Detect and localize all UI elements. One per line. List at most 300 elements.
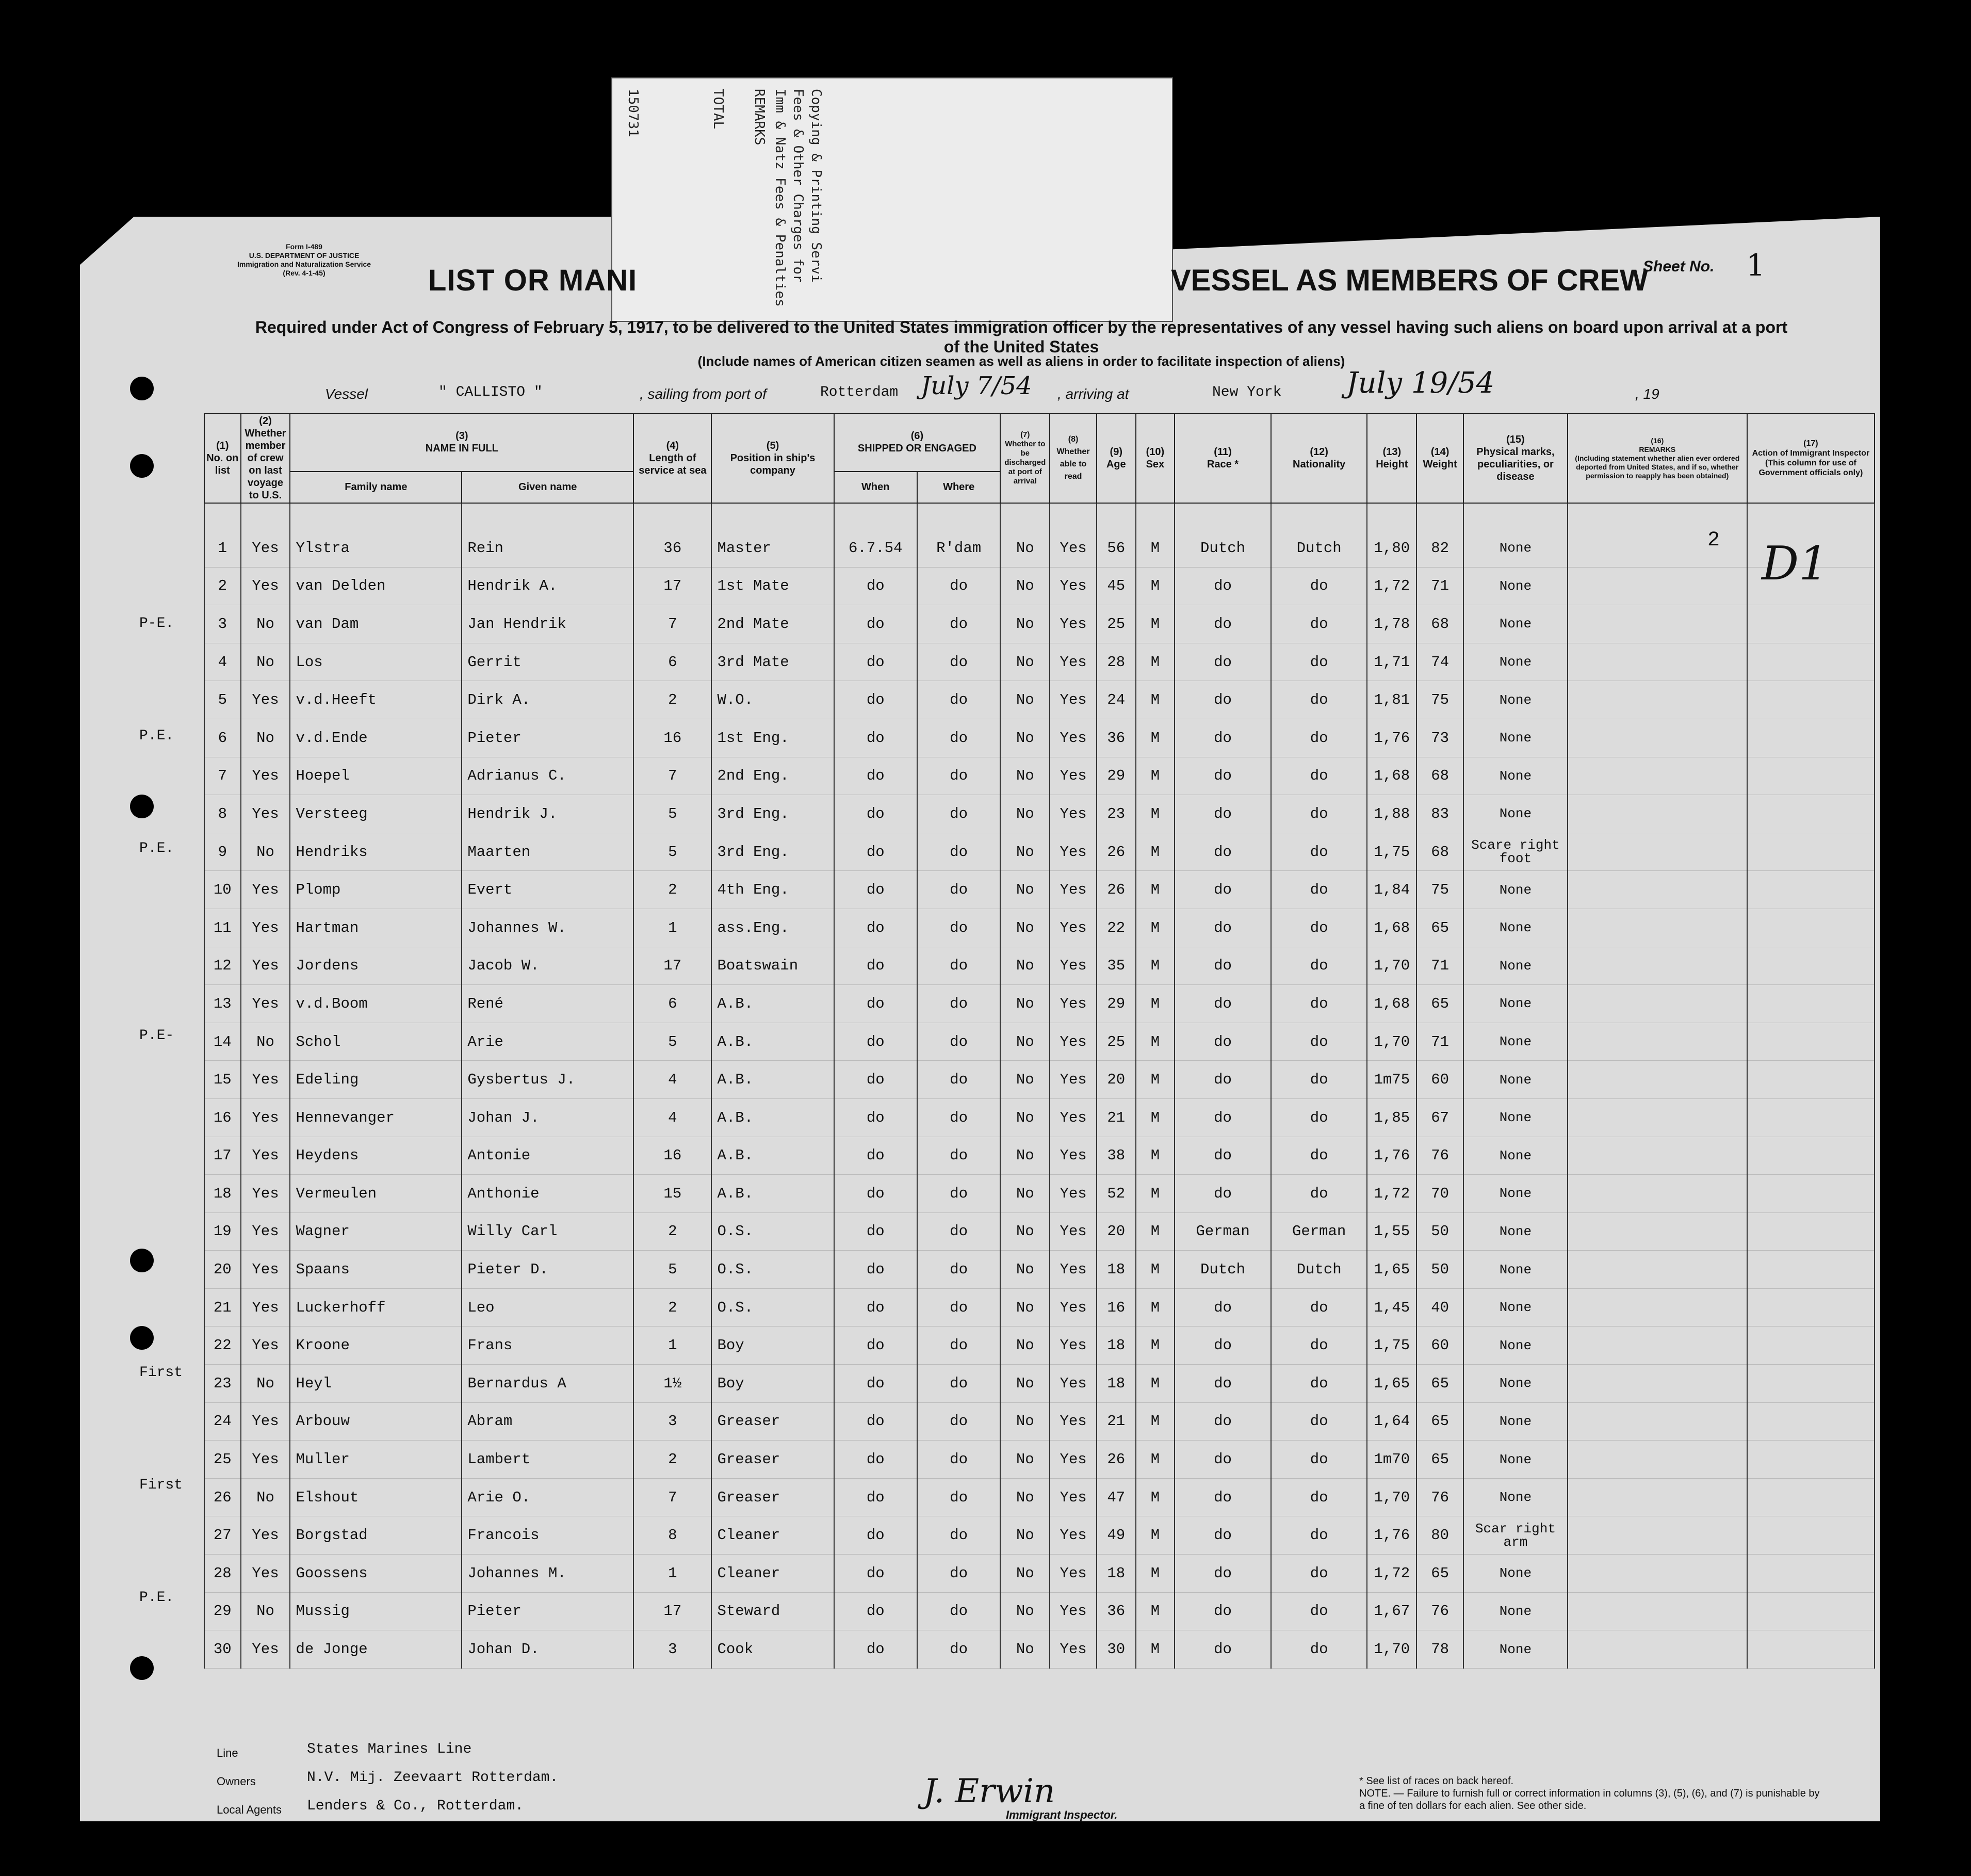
action-cell xyxy=(1747,909,1875,947)
position-cell: 2nd Mate xyxy=(711,605,834,643)
weight-cell: 68 xyxy=(1416,757,1463,795)
row-number-cell: 13 xyxy=(204,985,241,1023)
given-name-cell: René xyxy=(462,985,633,1023)
shipped-where-cell: do xyxy=(917,833,1000,871)
family-name-cell: Goossens xyxy=(290,1555,462,1593)
nationality-cell: do xyxy=(1271,1441,1367,1479)
action-cell xyxy=(1747,1061,1875,1099)
nationality-cell: do xyxy=(1271,795,1367,833)
sex-cell: M xyxy=(1136,757,1175,795)
row-number-cell: 11 xyxy=(204,909,241,947)
remarks-cell xyxy=(1568,681,1747,719)
discharged-cell: No xyxy=(1000,947,1050,985)
given-name-cell: Bernardus A xyxy=(462,1365,633,1403)
table-row xyxy=(204,605,1875,643)
shipped-where-cell: do xyxy=(917,681,1000,719)
age-cell: 18 xyxy=(1097,1327,1136,1365)
discharged-cell: No xyxy=(1000,1137,1050,1175)
race-cell: do xyxy=(1175,871,1271,909)
race-cell: do xyxy=(1175,1441,1271,1479)
given-name-cell: Pieter D. xyxy=(462,1251,633,1289)
last-voyage-cell: Yes xyxy=(241,1212,290,1251)
given-name-cell: Adrianus C. xyxy=(462,757,633,795)
service-length-cell: 2 xyxy=(633,1288,711,1327)
slip-line-3: Copying & Printing Servi xyxy=(808,89,824,283)
line-label: Line xyxy=(217,1746,238,1759)
age-cell: 35 xyxy=(1097,947,1136,985)
punch-hole xyxy=(130,454,154,478)
race-cell: do xyxy=(1175,1098,1271,1137)
row-number-cell: 4 xyxy=(204,643,241,681)
physical-marks-cell: None xyxy=(1463,1098,1568,1137)
discharged-cell: No xyxy=(1000,1592,1050,1630)
given-name-cell: Frans xyxy=(462,1327,633,1365)
shipped-when-cell: do xyxy=(834,909,917,947)
sex-cell: M xyxy=(1136,529,1175,567)
family-name-cell: Plomp xyxy=(290,871,462,909)
year-suffix: , 19 xyxy=(1635,386,1659,402)
family-name-cell: v.d.Ende xyxy=(290,719,462,757)
action-cell xyxy=(1747,643,1875,681)
race-cell: Dutch xyxy=(1175,1251,1271,1289)
row-number-cell: 5 xyxy=(204,681,241,719)
able-to-read-cell: Yes xyxy=(1050,795,1097,833)
table-row xyxy=(204,1098,1875,1137)
punch-hole xyxy=(130,1656,154,1680)
family-name-cell: Schol xyxy=(290,1023,462,1061)
table-row xyxy=(204,871,1875,909)
shipped-where-cell: do xyxy=(917,795,1000,833)
remarks-cell xyxy=(1568,1555,1747,1593)
weight-cell: 70 xyxy=(1416,1175,1463,1213)
position-cell: 1st Eng. xyxy=(711,719,834,757)
weight-cell: 50 xyxy=(1416,1251,1463,1289)
margin-annotation: P.E- xyxy=(139,1027,174,1044)
height-cell: 1,88 xyxy=(1367,795,1416,833)
physical-marks-cell: None xyxy=(1463,1327,1568,1365)
family-name-cell: Borgstad xyxy=(290,1516,462,1555)
service-length-cell: 17 xyxy=(633,567,711,605)
physical-marks-cell: None xyxy=(1463,1555,1568,1593)
height-cell: 1,75 xyxy=(1367,1327,1416,1365)
physical-marks-cell: None xyxy=(1463,681,1568,719)
sex-cell: M xyxy=(1136,1288,1175,1327)
service-length-cell: 36 xyxy=(633,529,711,567)
inspector-mark: D1 xyxy=(1762,537,1829,591)
height-cell: 1,84 xyxy=(1367,871,1416,909)
able-to-read-cell: Yes xyxy=(1050,567,1097,605)
discharged-cell: No xyxy=(1000,643,1050,681)
physical-marks-cell: Scare right foot xyxy=(1463,833,1568,871)
physical-marks-cell: None xyxy=(1463,719,1568,757)
position-cell: A.B. xyxy=(711,1098,834,1137)
family-name-cell: Jordens xyxy=(290,947,462,985)
col-family-name: Family name xyxy=(290,472,462,503)
given-name-cell: Hendrik A. xyxy=(462,567,633,605)
family-name-cell: Spaans xyxy=(290,1251,462,1289)
action-cell xyxy=(1747,1175,1875,1213)
service-length-cell: 17 xyxy=(633,947,711,985)
remarks-cell xyxy=(1568,1023,1747,1061)
position-cell: 2nd Eng. xyxy=(711,757,834,795)
shipped-where-cell: do xyxy=(917,947,1000,985)
table-row xyxy=(204,1137,1875,1175)
remarks-cell xyxy=(1568,605,1747,643)
margin-annotation: P.E. xyxy=(139,840,174,856)
race-cell: do xyxy=(1175,1023,1271,1061)
race-cell: do xyxy=(1175,1327,1271,1365)
shipped-where-cell: do xyxy=(917,1441,1000,1479)
action-cell xyxy=(1747,1555,1875,1593)
height-cell: 1,68 xyxy=(1367,985,1416,1023)
remarks-cell xyxy=(1568,643,1747,681)
family-name-cell: Arbouw xyxy=(290,1402,462,1441)
discharged-cell: No xyxy=(1000,871,1050,909)
age-cell: 49 xyxy=(1097,1516,1136,1555)
nationality-cell: do xyxy=(1271,757,1367,795)
sex-cell: M xyxy=(1136,1023,1175,1061)
remarks-cell xyxy=(1568,985,1747,1023)
shipped-where-cell: do xyxy=(917,1023,1000,1061)
row-number-cell: 20 xyxy=(204,1251,241,1289)
position-cell: 3rd Eng. xyxy=(711,795,834,833)
able-to-read-cell: Yes xyxy=(1050,643,1097,681)
row-number-cell: 24 xyxy=(204,1402,241,1441)
given-name-cell: Antonie xyxy=(462,1137,633,1175)
age-cell: 29 xyxy=(1097,985,1136,1023)
col-race: (11) Race * xyxy=(1175,413,1271,503)
service-length-cell: 7 xyxy=(633,605,711,643)
table-row xyxy=(204,719,1875,757)
action-cell xyxy=(1747,871,1875,909)
remarks-cell xyxy=(1568,1098,1747,1137)
remarks-cell xyxy=(1568,1630,1747,1669)
nationality-cell: do xyxy=(1271,1365,1367,1403)
table-row xyxy=(204,1478,1875,1516)
physical-marks-cell: None xyxy=(1463,795,1568,833)
to-date-handwritten: July 19/54 xyxy=(1346,366,1495,400)
height-cell: 1,81 xyxy=(1367,681,1416,719)
able-to-read-cell: Yes xyxy=(1050,871,1097,909)
discharged-cell: No xyxy=(1000,1441,1050,1479)
table-row xyxy=(204,985,1875,1023)
age-cell: 28 xyxy=(1097,643,1136,681)
table-row xyxy=(204,1023,1875,1061)
age-cell: 47 xyxy=(1097,1478,1136,1516)
shipped-when-cell: do xyxy=(834,1516,917,1555)
row-number-cell: 28 xyxy=(204,1555,241,1593)
given-name-cell: Pieter xyxy=(462,719,633,757)
row-number-cell: 19 xyxy=(204,1212,241,1251)
shipped-when-cell: do xyxy=(834,1288,917,1327)
discharged-cell: No xyxy=(1000,1516,1050,1555)
physical-marks-cell: None xyxy=(1463,1175,1568,1213)
age-cell: 18 xyxy=(1097,1555,1136,1593)
owners-value: N.V. Mij. Zeevaart Rotterdam. xyxy=(307,1770,559,1786)
family-name-cell: v.d.Heeft xyxy=(290,681,462,719)
family-name-cell: Hendriks xyxy=(290,833,462,871)
position-cell: 3rd Eng. xyxy=(711,833,834,871)
service-length-cell: 3 xyxy=(633,1402,711,1441)
last-voyage-cell: Yes xyxy=(241,795,290,833)
sex-cell: M xyxy=(1136,1478,1175,1516)
shipped-where-cell: do xyxy=(917,1592,1000,1630)
position-cell: Cleaner xyxy=(711,1516,834,1555)
family-name-cell: van Dam xyxy=(290,605,462,643)
last-voyage-cell: No xyxy=(241,1365,290,1403)
age-cell: 18 xyxy=(1097,1365,1136,1403)
table-row xyxy=(204,947,1875,985)
row-number-cell: 10 xyxy=(204,871,241,909)
given-name-cell: Johan D. xyxy=(462,1630,633,1669)
physical-marks-cell: None xyxy=(1463,909,1568,947)
remarks-cell xyxy=(1568,529,1747,567)
shipped-when-cell: do xyxy=(834,681,917,719)
sex-cell: M xyxy=(1136,833,1175,871)
weight-cell: 75 xyxy=(1416,681,1463,719)
family-name-cell: van Delden xyxy=(290,567,462,605)
service-length-cell: 6 xyxy=(633,643,711,681)
physical-marks-cell: None xyxy=(1463,1212,1568,1251)
service-length-cell: 16 xyxy=(633,719,711,757)
discharged-cell: No xyxy=(1000,909,1050,947)
race-cell: do xyxy=(1175,1630,1271,1669)
last-voyage-cell: Yes xyxy=(241,1630,290,1669)
height-cell: 1,80 xyxy=(1367,529,1416,567)
nationality-cell: do xyxy=(1271,947,1367,985)
sex-cell: M xyxy=(1136,681,1175,719)
sex-cell: M xyxy=(1136,985,1175,1023)
service-length-cell: 3 xyxy=(633,1630,711,1669)
shipped-where-cell: do xyxy=(917,871,1000,909)
discharged-cell: No xyxy=(1000,1630,1050,1669)
action-cell xyxy=(1747,1402,1875,1441)
age-cell: 22 xyxy=(1097,909,1136,947)
last-voyage-cell: Yes xyxy=(241,1137,290,1175)
nationality-cell: do xyxy=(1271,1516,1367,1555)
age-cell: 20 xyxy=(1097,1212,1136,1251)
slip-total: TOTAL xyxy=(710,89,726,130)
shipped-where-cell: do xyxy=(917,1288,1000,1327)
service-length-cell: 5 xyxy=(633,1023,711,1061)
sex-cell: M xyxy=(1136,605,1175,643)
family-name-cell: v.d.Boom xyxy=(290,985,462,1023)
punch-hole xyxy=(130,377,154,400)
able-to-read-cell: Yes xyxy=(1050,985,1097,1023)
age-cell: 26 xyxy=(1097,1441,1136,1479)
discharged-cell: No xyxy=(1000,1555,1050,1593)
row-number-cell: 9 xyxy=(204,833,241,871)
shipped-when-cell: do xyxy=(834,643,917,681)
physical-marks-cell: None xyxy=(1463,529,1568,567)
family-name-cell: Muller xyxy=(290,1441,462,1479)
sex-cell: M xyxy=(1136,1098,1175,1137)
sex-cell: M xyxy=(1136,1175,1175,1213)
weight-cell: 80 xyxy=(1416,1516,1463,1555)
sex-cell: M xyxy=(1136,1061,1175,1099)
shipped-when-cell: do xyxy=(834,1441,917,1479)
col-no: (1) No. on list xyxy=(204,413,241,503)
physical-marks-cell: None xyxy=(1463,985,1568,1023)
height-cell: 1,72 xyxy=(1367,567,1416,605)
discharged-cell: No xyxy=(1000,1402,1050,1441)
col-shipped: (6) SHIPPED OR ENGAGED xyxy=(834,413,1001,472)
last-voyage-cell: No xyxy=(241,833,290,871)
able-to-read-cell: Yes xyxy=(1050,1212,1097,1251)
vessel-label: Vessel xyxy=(325,386,368,402)
sex-cell: M xyxy=(1136,719,1175,757)
age-cell: 20 xyxy=(1097,1061,1136,1099)
shipped-when-cell: do xyxy=(834,1061,917,1099)
service-length-cell: 5 xyxy=(633,795,711,833)
sheet-number: 1 xyxy=(1746,248,1765,283)
sex-cell: M xyxy=(1136,1212,1175,1251)
sex-cell: M xyxy=(1136,1402,1175,1441)
age-cell: 26 xyxy=(1097,871,1136,909)
able-to-read-cell: Yes xyxy=(1050,1630,1097,1669)
table-row xyxy=(204,1441,1875,1479)
last-voyage-cell: Yes xyxy=(241,1516,290,1555)
age-cell: 52 xyxy=(1097,1175,1136,1213)
action-cell xyxy=(1747,681,1875,719)
last-voyage-cell: Yes xyxy=(241,1441,290,1479)
discharged-cell: No xyxy=(1000,1175,1050,1213)
height-cell: 1,65 xyxy=(1367,1251,1416,1289)
last-voyage-cell: Yes xyxy=(241,1288,290,1327)
family-name-cell: Ylstra xyxy=(290,529,462,567)
row-number-cell: 14 xyxy=(204,1023,241,1061)
shipped-where-cell: do xyxy=(917,1212,1000,1251)
note-races: * See list of races on back hereof. xyxy=(1359,1775,1514,1787)
given-name-cell: Leo xyxy=(462,1288,633,1327)
height-cell: 1,70 xyxy=(1367,1023,1416,1061)
owners-label: Owners xyxy=(217,1775,256,1788)
action-cell xyxy=(1747,1288,1875,1327)
sex-cell: M xyxy=(1136,1516,1175,1555)
physical-marks-cell: None xyxy=(1463,1402,1568,1441)
sailing-label: , sailing from port of xyxy=(640,386,767,402)
table-row xyxy=(204,1327,1875,1365)
shipped-when-cell: do xyxy=(834,1478,917,1516)
shipped-where-cell: do xyxy=(917,1175,1000,1213)
row-number-cell: 30 xyxy=(204,1630,241,1669)
col-sex: (10) Sex xyxy=(1136,413,1175,503)
table-row xyxy=(204,681,1875,719)
shipped-where-cell: do xyxy=(917,909,1000,947)
col-given-name: Given name xyxy=(462,472,633,503)
age-cell: 25 xyxy=(1097,1023,1136,1061)
table-row xyxy=(204,1630,1875,1669)
nationality-cell: do xyxy=(1271,1023,1367,1061)
col-name: (3) NAME IN FULL xyxy=(290,413,633,472)
physical-marks-cell: None xyxy=(1463,567,1568,605)
position-cell: Boy xyxy=(711,1327,834,1365)
nationality-cell: do xyxy=(1271,1478,1367,1516)
table-row xyxy=(204,1061,1875,1099)
service-length-cell: 7 xyxy=(633,757,711,795)
height-cell: 1,70 xyxy=(1367,1478,1416,1516)
discharged-cell: No xyxy=(1000,1478,1050,1516)
race-cell: do xyxy=(1175,1137,1271,1175)
nationality-cell: do xyxy=(1271,567,1367,605)
able-to-read-cell: Yes xyxy=(1050,1061,1097,1099)
table-row xyxy=(204,795,1875,833)
race-cell: do xyxy=(1175,795,1271,833)
family-name-cell: Versteeg xyxy=(290,795,462,833)
shipped-when-cell: do xyxy=(834,833,917,871)
last-voyage-cell: Yes xyxy=(241,1175,290,1213)
able-to-read-cell: Yes xyxy=(1050,1478,1097,1516)
shipped-where-cell: do xyxy=(917,605,1000,643)
shipped-when-cell: do xyxy=(834,1365,917,1403)
weight-cell: 82 xyxy=(1416,529,1463,567)
shipped-where-cell: R'dam xyxy=(917,529,1000,567)
given-name-cell: Abram xyxy=(462,1402,633,1441)
nationality-cell: do xyxy=(1271,1137,1367,1175)
physical-marks-cell: None xyxy=(1463,947,1568,985)
race-cell: do xyxy=(1175,757,1271,795)
position-cell: Greaser xyxy=(711,1478,834,1516)
family-name-cell: Kroone xyxy=(290,1327,462,1365)
last-voyage-cell: Yes xyxy=(241,757,290,795)
last-voyage-cell: Yes xyxy=(241,871,290,909)
able-to-read-cell: Yes xyxy=(1050,1592,1097,1630)
table-row xyxy=(204,567,1875,605)
nationality-cell: do xyxy=(1271,1175,1367,1213)
action-cell xyxy=(1747,1098,1875,1137)
action-cell xyxy=(1747,1478,1875,1516)
remarks-cell xyxy=(1568,1327,1747,1365)
service-length-cell: 4 xyxy=(633,1098,711,1137)
service-length-cell: 6 xyxy=(633,985,711,1023)
age-cell: 56 xyxy=(1097,529,1136,567)
sex-cell: M xyxy=(1136,1327,1175,1365)
row-number-cell: 1 xyxy=(204,529,241,567)
sex-cell: M xyxy=(1136,1630,1175,1669)
slip-line-1: Imm & Natz Fees & Penalties xyxy=(772,89,788,307)
shipped-where-cell: do xyxy=(917,1365,1000,1403)
row-number-cell: 18 xyxy=(204,1175,241,1213)
weight-cell: 75 xyxy=(1416,871,1463,909)
action-cell xyxy=(1747,1023,1875,1061)
race-cell: do xyxy=(1175,1478,1271,1516)
title-right: VESSEL AS MEMBERS OF CREW xyxy=(1171,264,1648,297)
row-number-cell: 15 xyxy=(204,1061,241,1099)
family-name-cell: Hoepel xyxy=(290,757,462,795)
weight-cell: 71 xyxy=(1416,947,1463,985)
shipped-when-cell: do xyxy=(834,985,917,1023)
shipped-where-cell: do xyxy=(917,1251,1000,1289)
discharged-cell: No xyxy=(1000,1061,1050,1099)
weight-cell: 76 xyxy=(1416,1592,1463,1630)
weight-cell: 76 xyxy=(1416,1137,1463,1175)
able-to-read-cell: Yes xyxy=(1050,1288,1097,1327)
given-name-cell: Lambert xyxy=(462,1441,633,1479)
remarks-cell xyxy=(1568,1137,1747,1175)
given-name-cell: Francois xyxy=(462,1516,633,1555)
row-number-cell: 27 xyxy=(204,1516,241,1555)
from-date-handwritten: July 7/54 xyxy=(921,371,1032,400)
family-name-cell: Wagner xyxy=(290,1212,462,1251)
nationality-cell: do xyxy=(1271,985,1367,1023)
remarks-cell xyxy=(1568,1516,1747,1555)
discharged-cell: No xyxy=(1000,529,1050,567)
nationality-cell: do xyxy=(1271,719,1367,757)
position-cell: A.B. xyxy=(711,1061,834,1099)
nationality-cell: do xyxy=(1271,643,1367,681)
age-cell: 23 xyxy=(1097,795,1136,833)
row-number-cell: 26 xyxy=(204,1478,241,1516)
